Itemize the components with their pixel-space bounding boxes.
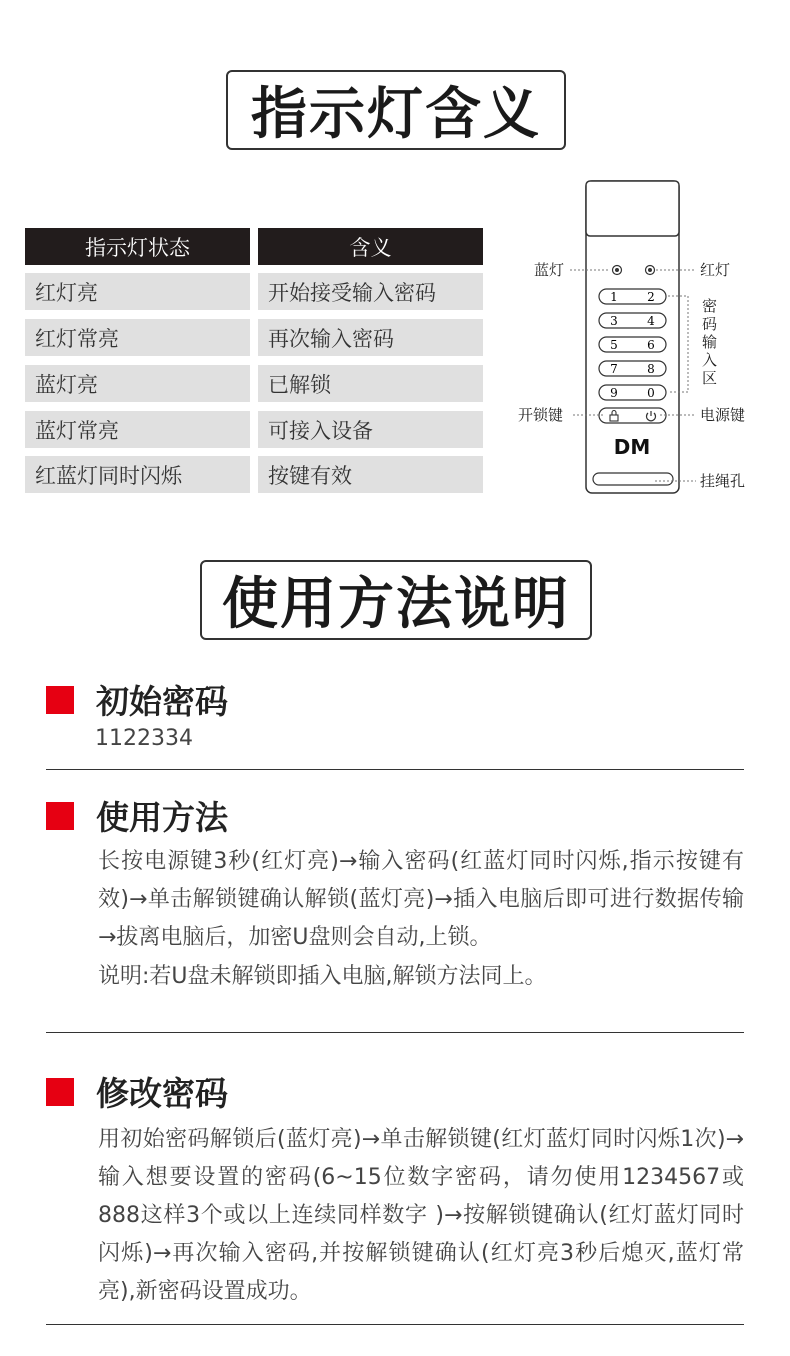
red-square-marker — [46, 1078, 74, 1106]
red-square-marker — [46, 686, 74, 714]
label-keypad-char: 区 — [702, 369, 718, 387]
usage-heading — [46, 792, 228, 839]
label-blue-led: 蓝灯 — [534, 261, 565, 279]
key-9-0[interactable] — [599, 385, 666, 400]
usage-instructions-title: 使用方法说明 — [200, 560, 592, 640]
red-square-marker — [46, 802, 74, 830]
label-lanyard-hole: 挂绳孔 — [700, 472, 746, 490]
divider — [46, 1324, 744, 1325]
key-1-2[interactable] — [599, 289, 666, 304]
initial-password-title: 初始密码 — [96, 682, 228, 721]
usage-note: 说明:若U盘未解锁即插入电脑,解锁方法同上。 — [98, 964, 547, 989]
table-cell: 红蓝灯同时闪烁 — [25, 456, 250, 493]
table-cell: 再次输入密码 — [258, 319, 483, 356]
key-label: 7 — [610, 362, 618, 376]
dm-logo: DM — [613, 435, 651, 459]
initial-password-value: 1122334 — [95, 726, 193, 751]
key-label: 5 — [610, 338, 618, 352]
key-label: 8 — [647, 362, 655, 376]
key-label: 3 — [610, 314, 618, 328]
label-keypad-char: 入 — [702, 351, 718, 369]
table-cell: 按键有效 — [258, 456, 483, 493]
label-keypad-char: 码 — [702, 315, 718, 333]
table-cell: 红灯常亮 — [25, 319, 250, 356]
change-password-text: 用初始密码解锁后(蓝灯亮)→单击解锁键(红灯蓝灯同时闪烁1次)→输入想要设置的密码(6~15位数字密码，请勿使用1234567或888这样3个或以上连续同样数字 )→按解锁键确认(红灯蓝灯同时闪烁)→再次输入密码,并按解锁键确认(红灯亮3秒后熄灭,蓝灯常亮),新密码设置成功。 — [98, 1127, 744, 1304]
indicator-meaning-title: 指示灯含义 — [226, 70, 566, 150]
usb-device-diagram — [510, 178, 770, 498]
label-power-key: 电源键 — [700, 406, 746, 424]
change-password-title: 修改密码 — [96, 1074, 228, 1113]
label-unlock-key: 开锁键 — [518, 406, 564, 424]
table-header-status: 指示灯状态 — [25, 228, 250, 265]
label-keypad-char: 输 — [702, 333, 718, 351]
divider — [46, 1032, 744, 1033]
usage-title: 使用方法 — [96, 798, 228, 837]
table-cell: 可接入设备 — [258, 411, 483, 448]
table-cell: 已解锁 — [258, 365, 483, 402]
key-label: 2 — [647, 290, 655, 304]
device-cap — [586, 181, 679, 236]
table-cell: 红灯亮 — [25, 273, 250, 310]
label-red-led: 红灯 — [700, 261, 731, 279]
table-cell: 蓝灯亮 — [25, 365, 250, 402]
usage-text: 长按电源键3秒(红灯亮)→输入密码(红蓝灯同时闪烁,指示按键有效)→单击解锁键确认解锁(蓝灯亮)→插入电脑后即可进行数据传输→拔离电脑后，加密U盘则会自动,上锁。 — [98, 849, 744, 950]
change-password-heading — [46, 1068, 228, 1115]
red-led-dot — [648, 268, 652, 272]
divider — [46, 769, 744, 770]
key-5-6[interactable] — [599, 337, 666, 352]
table-cell: 蓝灯常亮 — [25, 411, 250, 448]
key-label: 9 — [610, 386, 618, 400]
key-7-8[interactable] — [599, 361, 666, 376]
key-label: 0 — [647, 386, 655, 400]
key-label: 1 — [610, 290, 618, 304]
initial-password-heading — [46, 676, 228, 723]
label-keypad-char: 密 — [702, 297, 718, 315]
key-label: 4 — [647, 314, 655, 328]
key-label: 6 — [647, 338, 655, 352]
key-3-4[interactable] — [599, 313, 666, 328]
table-header-meaning: 含义 — [258, 228, 483, 265]
table-cell: 开始接受输入密码 — [258, 273, 483, 310]
blue-led-dot — [615, 268, 619, 272]
